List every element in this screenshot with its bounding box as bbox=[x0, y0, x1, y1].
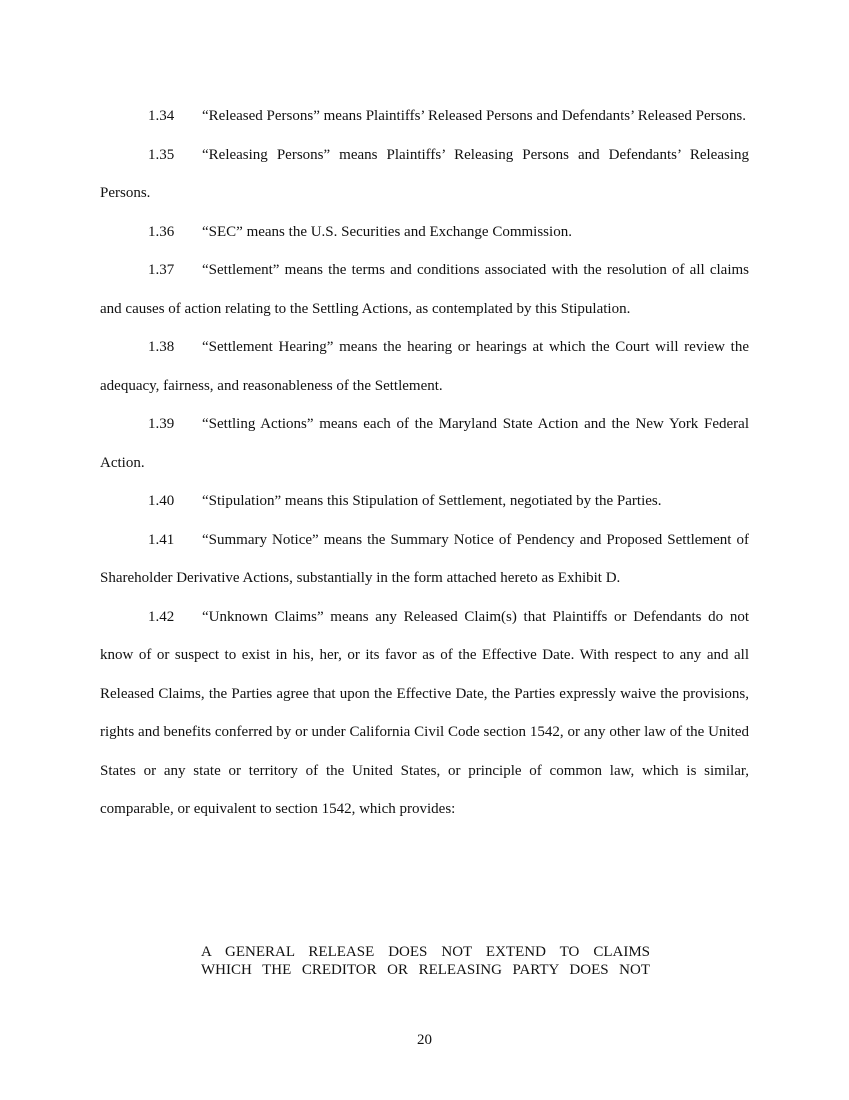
definition-1-41 bbox=[100, 521, 749, 598]
section-number: 1.41 bbox=[148, 531, 175, 548]
definition-text: “SEC” means the U.S. Securities and Exchange Commission. bbox=[202, 223, 572, 240]
section-number: 1.39 bbox=[148, 416, 175, 432]
definition-1-42 bbox=[100, 598, 749, 829]
definition-text: “Stipulation” means this Stipulation of Settlement, negotiated by the Parties. bbox=[202, 493, 662, 509]
section-number: 1.38 bbox=[148, 339, 175, 355]
definition-text: “Settlement” means the terms and conditions associated with the resolution of all claims and causes of action relating to the Settling Actions, as contemplated by this Stipulation. bbox=[100, 262, 749, 317]
section-number: 1.37 bbox=[148, 262, 175, 278]
section-number: 1.40 bbox=[148, 493, 175, 509]
definition-1-38 bbox=[100, 328, 749, 405]
section-number: 1.34 bbox=[148, 108, 175, 124]
definition-1-34 bbox=[100, 97, 749, 136]
statute-quote-line: A GENERAL RELEASE DOES NOT EXTEND TO CLAIMS bbox=[201, 944, 650, 960]
definition-1-36 bbox=[100, 213, 749, 252]
definition-text: “Unknown Claims” means any Released Claim(s) that Plaintiffs or Defendants do not know of or suspect to exist in his, her, or its favor as of the Effective Date. With respect to any and all Released Claims, the Parties agree that upon the Effective Date, the Parties expressly waive the provisions, rights and benefits conferred by or under California Civil Code section 1542, or any other law of the United States or any state or territory of the United States, or principle of common law, which is similar, comparable, or equivalent to section 1542, which provides: bbox=[100, 608, 749, 817]
definition-1-39 bbox=[100, 405, 749, 482]
page-number: 20 bbox=[417, 1032, 432, 1048]
definition-text: “Settling Actions” means each of the Maryland State Action and the New York Federal Action. bbox=[100, 416, 749, 471]
definition-text: “Releasing Persons” means Plaintiffs’ Releasing Persons and Defendants’ Releasing Persons. bbox=[100, 146, 749, 201]
statute-quote bbox=[201, 943, 650, 979]
definitions-body bbox=[100, 97, 749, 829]
definition-1-40 bbox=[100, 482, 749, 521]
definition-text: “Summary Notice” means the Summary Notice of Pendency and Proposed Settlement of Shareholder Derivative Actions, substantially in the form attached hereto as Exhibit D. bbox=[100, 531, 749, 586]
section-number: 1.42 bbox=[148, 608, 175, 625]
definition-1-35 bbox=[100, 136, 749, 213]
definition-text: “Released Persons” means Plaintiffs’ Released Persons and Defendants’ Released Persons. bbox=[202, 108, 747, 124]
statute-quote-line: WHICH THE CREDITOR OR RELEASING PARTY DOES NOT bbox=[201, 962, 650, 978]
section-number: 1.36 bbox=[148, 223, 175, 240]
definition-text: “Settlement Hearing” means the hearing or hearings at which the Court will review the adequacy, fairness, and reasonableness of the Settlement. bbox=[100, 339, 749, 394]
section-number: 1.35 bbox=[148, 146, 175, 163]
definition-1-37 bbox=[100, 251, 749, 328]
